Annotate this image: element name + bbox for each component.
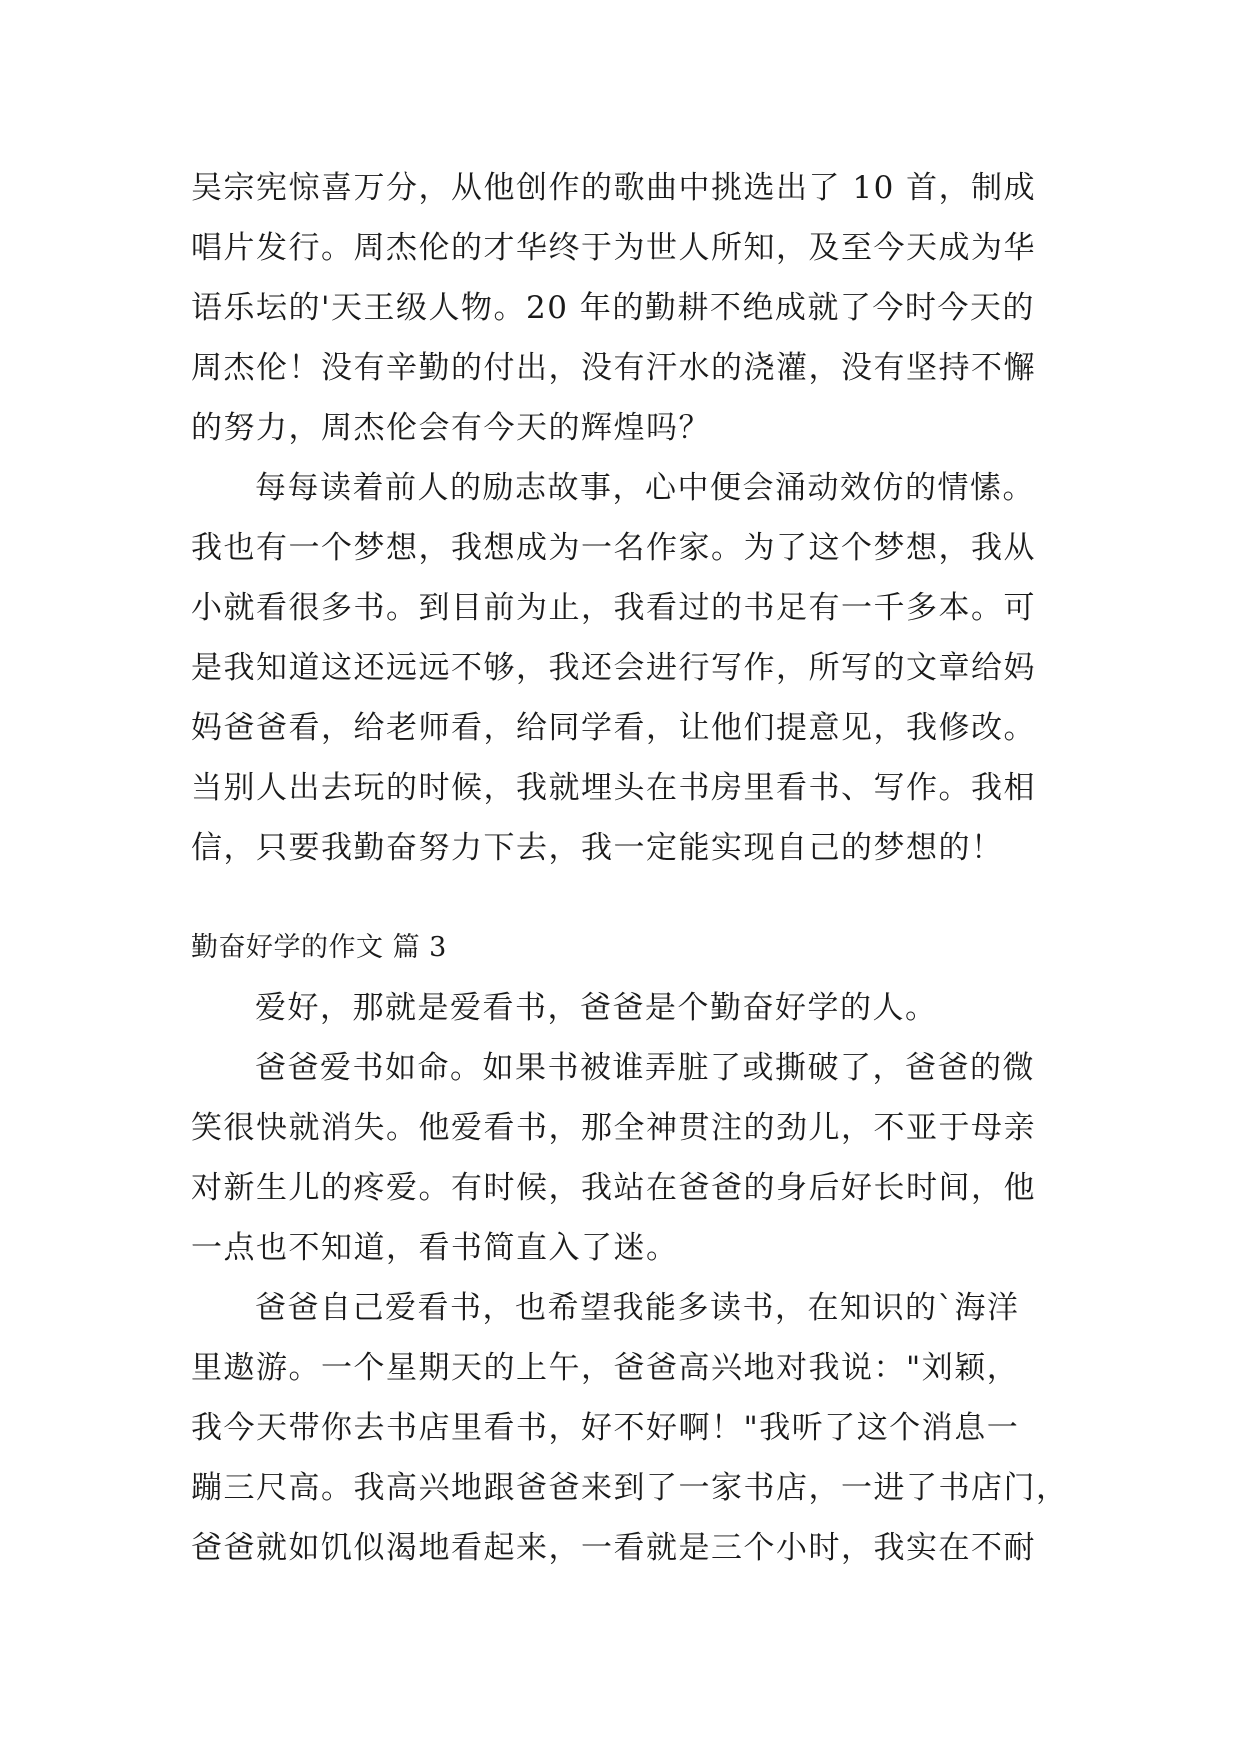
paragraph-1-line-1: 吴宗宪惊喜万分，从他创作的歌曲中挑选出了 10 首，制成 (191, 170, 1037, 206)
paragraph-1-line-4: 周杰伦！没有辛勤的付出，没有汗水的浇灌，没有坚持不懈 (191, 350, 1036, 386)
section-title: 勤奋好学的作文 篇 3 (191, 932, 447, 963)
paragraph-4-line-3: 对新生儿的疼爱。有时候，我站在爸爸的身后好长时间，他 (191, 1170, 1036, 1206)
paragraph-2-line-2: 我也有一个梦想，我想成为一名作家。为了这个梦想，我从 (191, 530, 1036, 566)
paragraph-2-line-5: 妈爸爸看，给老师看，给同学看，让他们提意见，我修改。 (191, 710, 1036, 746)
paragraph-2-line-1: 每每读着前人的励志故事，心中便会涌动效仿的情愫。 (255, 470, 1035, 506)
paragraph-1-line-5: 的努力，周杰伦会有今天的辉煌吗？ (191, 410, 711, 446)
paragraph-1-line-2: 唱片发行。周杰伦的才华终于为世人所知，及至今天成为华 (191, 230, 1036, 266)
paragraph-5-line-4: 蹦三尺高。我高兴地跟爸爸来到了一家书店，一进了书店门， (191, 1470, 1069, 1506)
paragraph-5-line-3: 我今天带你去书店里看书，好不好啊！"我听了这个消息一 (191, 1410, 1020, 1446)
paragraph-5-line-1: 爸爸自己爱看书，也希望我能多读书，在知识的`海洋 (255, 1290, 1020, 1326)
paragraph-4-line-4: 一点也不知道，看书简直入了迷。 (191, 1230, 679, 1266)
paragraph-2-line-7: 信，只要我勤奋努力下去，我一定能实现自己的梦想的！ (191, 830, 1004, 866)
paragraph-4-line-1: 爸爸爱书如命。如果书被谁弄脏了或撕破了，爸爸的微 (255, 1050, 1035, 1086)
paragraph-2-line-3: 小就看很多书。到目前为止，我看过的书足有一千多本。可 (191, 590, 1036, 626)
paragraph-3-line-1: 爱好，那就是爱看书，爸爸是个勤奋好学的人。 (255, 990, 938, 1026)
paragraph-2-line-4: 是我知道这还远远不够，我还会进行写作，所写的文章给妈 (191, 650, 1036, 686)
paragraph-1-line-3: 语乐坛的'天王级人物。20 年的勤耕不绝成就了今时今天的 (191, 290, 1035, 326)
paragraph-4-line-2: 笑很快就消失。他爱看书，那全神贯注的劲儿，不亚于母亲 (191, 1110, 1036, 1146)
paragraph-2-line-6: 当别人出去玩的时候，我就埋头在书房里看书、写作。我相 (191, 770, 1036, 806)
paragraph-5-line-2: 里遨游。一个星期天的上午，爸爸高兴地对我说："刘颖， (191, 1350, 1020, 1386)
paragraph-5-line-5: 爸爸就如饥似渴地看起来，一看就是三个小时，我实在不耐 (191, 1530, 1036, 1566)
